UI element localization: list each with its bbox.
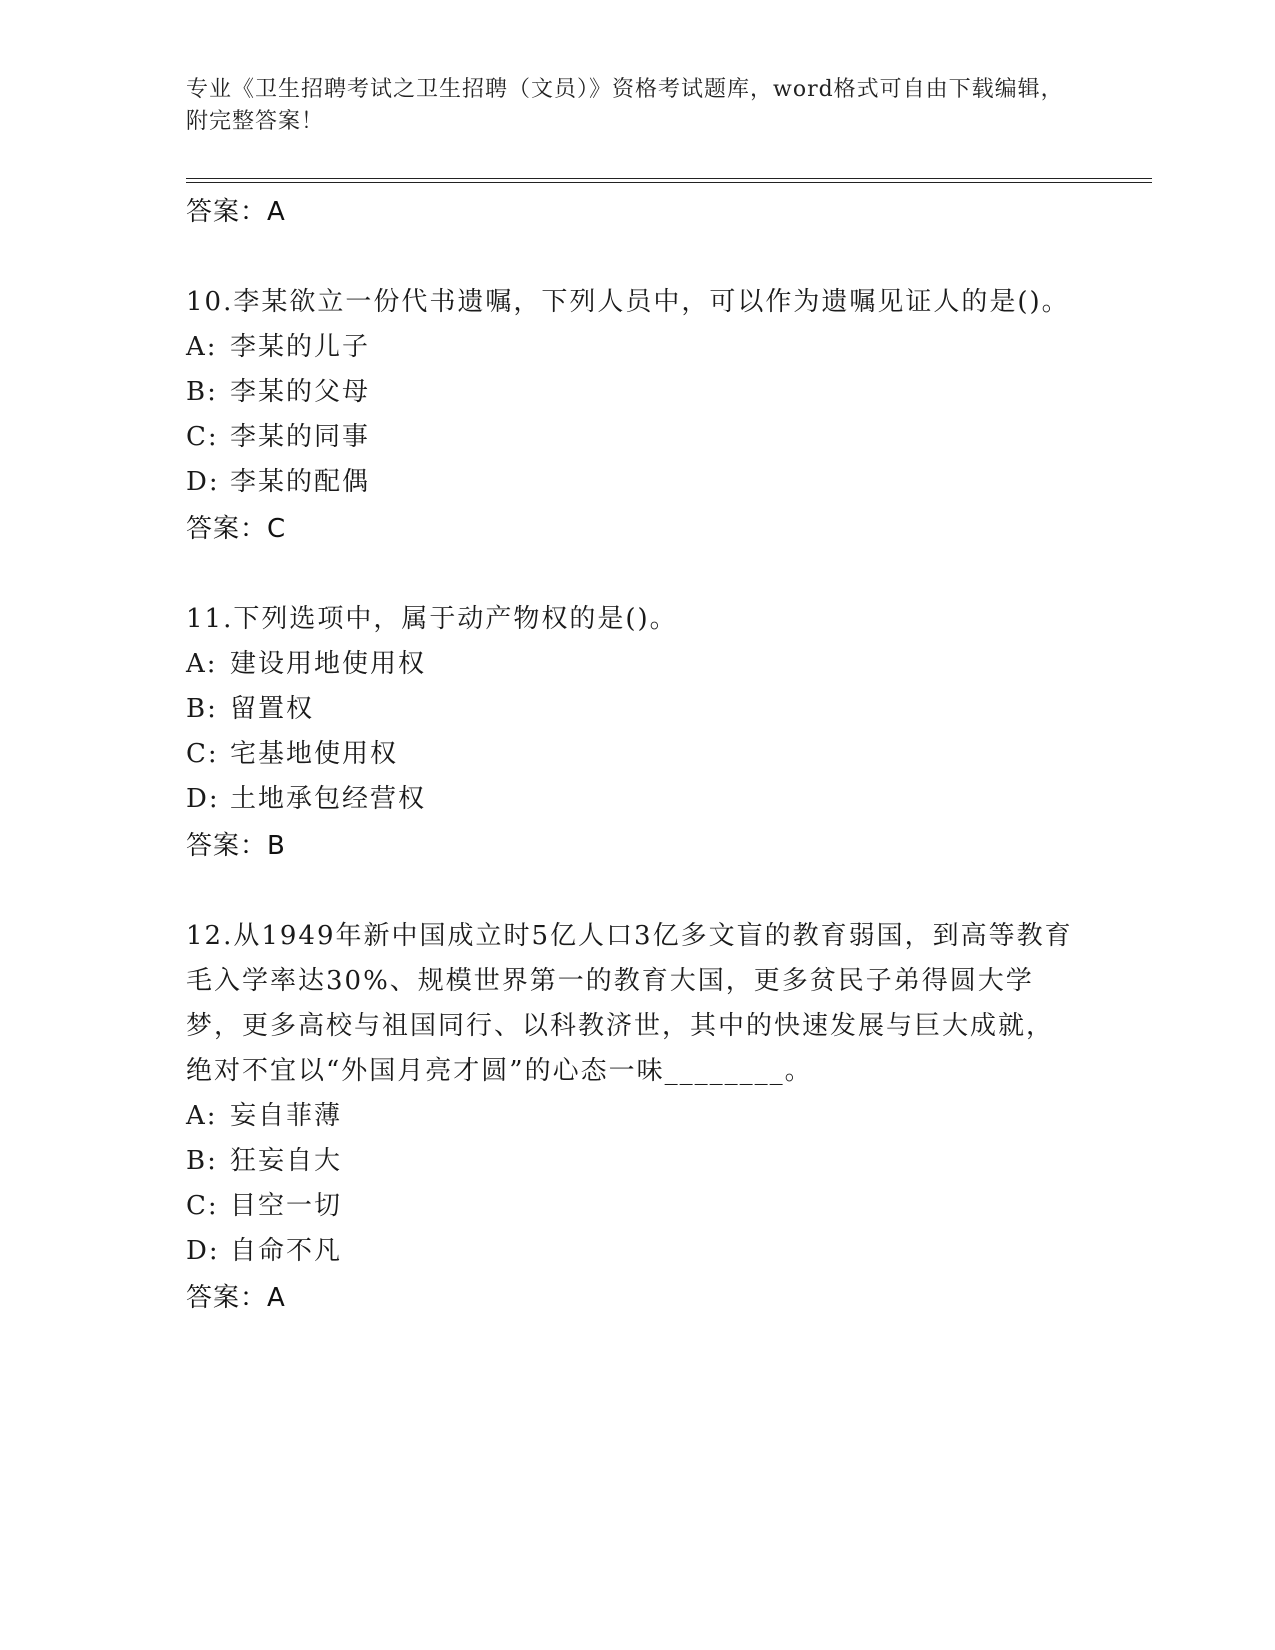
option-text: 自命不凡 — [230, 1236, 343, 1266]
option-letter: B: — [186, 694, 218, 724]
option-letter: A: — [186, 332, 218, 362]
prev-answer-line — [186, 188, 1086, 236]
option-text: 李某的配偶 — [230, 467, 371, 497]
option-a — [186, 642, 1086, 687]
option-letter: D: — [186, 467, 220, 497]
option-text: 李某的儿子 — [230, 332, 371, 362]
answer-value: C — [267, 514, 286, 544]
option-letter: D: — [186, 1236, 220, 1266]
option-d — [186, 1229, 1086, 1274]
option-letter: A: — [186, 649, 218, 679]
answer-label: 答案： — [186, 1283, 268, 1313]
option-text: 建设用地使用权 — [230, 649, 427, 679]
option-b — [186, 687, 1086, 732]
answer-label: 答案： — [186, 197, 268, 227]
option-text: 目空一切 — [230, 1191, 343, 1221]
answer-label: 答案： — [186, 831, 268, 861]
document-header: 专业《卫生招聘考试之卫生招聘（文员）》资格考试题库，word格式可自由下载编辑，附完整答案！ — [186, 77, 1064, 134]
header-rule-bottom — [186, 182, 1152, 183]
option-a — [186, 1094, 1086, 1139]
option-letter: C: — [186, 1191, 219, 1221]
option-c — [186, 1184, 1086, 1229]
answer-line — [186, 1274, 1086, 1322]
answer-label: 答案： — [186, 514, 268, 544]
option-text: 土地承包经营权 — [230, 784, 427, 814]
option-b — [186, 370, 1086, 415]
question-11 — [186, 597, 1086, 870]
answer-value: A — [267, 1283, 285, 1313]
option-text: 宅基地使用权 — [230, 739, 399, 769]
option-text: 狂妄自大 — [230, 1146, 343, 1176]
question-stem: 10.李某欲立一份代书遗嘱，下列人员中，可以作为遗嘱见证人的是()。 — [186, 287, 1070, 317]
answer-line — [186, 505, 1086, 553]
option-text: 李某的同事 — [230, 422, 371, 452]
option-text: 留置权 — [230, 694, 315, 724]
question-stem: 12.从1949年新中国成立时5亿人口3亿多文盲的教育弱国，到高等教育毛入学率达30%、规模世界第一的教育大国，更多贫民子弟得圆大学梦，更多高校与祖国同行、以科教济世，其中的快速发展与巨大成就，绝对不宜以“外国月亮才圆”的心态一味________。 — [186, 921, 1073, 1086]
option-text: 李某的父母 — [230, 377, 371, 407]
option-d — [186, 777, 1086, 822]
question-12 — [186, 914, 1086, 1322]
header-rule-top — [186, 178, 1152, 179]
option-c — [186, 732, 1086, 777]
answer-value: B — [267, 831, 285, 861]
option-b — [186, 1139, 1086, 1184]
answer-line — [186, 822, 1086, 870]
option-letter: D: — [186, 784, 220, 814]
option-a — [186, 325, 1086, 370]
option-letter: B: — [186, 377, 218, 407]
question-stem: 11.下列选项中，属于动产物权的是()。 — [186, 604, 678, 634]
question-list — [186, 188, 1086, 1322]
option-letter: A: — [186, 1101, 218, 1131]
option-letter: C: — [186, 422, 219, 452]
option-letter: C: — [186, 739, 219, 769]
question-10 — [186, 280, 1086, 553]
option-d — [186, 460, 1086, 505]
option-letter: B: — [186, 1146, 218, 1176]
option-text: 妄自菲薄 — [230, 1101, 343, 1131]
option-c — [186, 415, 1086, 460]
answer-value: A — [267, 197, 285, 227]
